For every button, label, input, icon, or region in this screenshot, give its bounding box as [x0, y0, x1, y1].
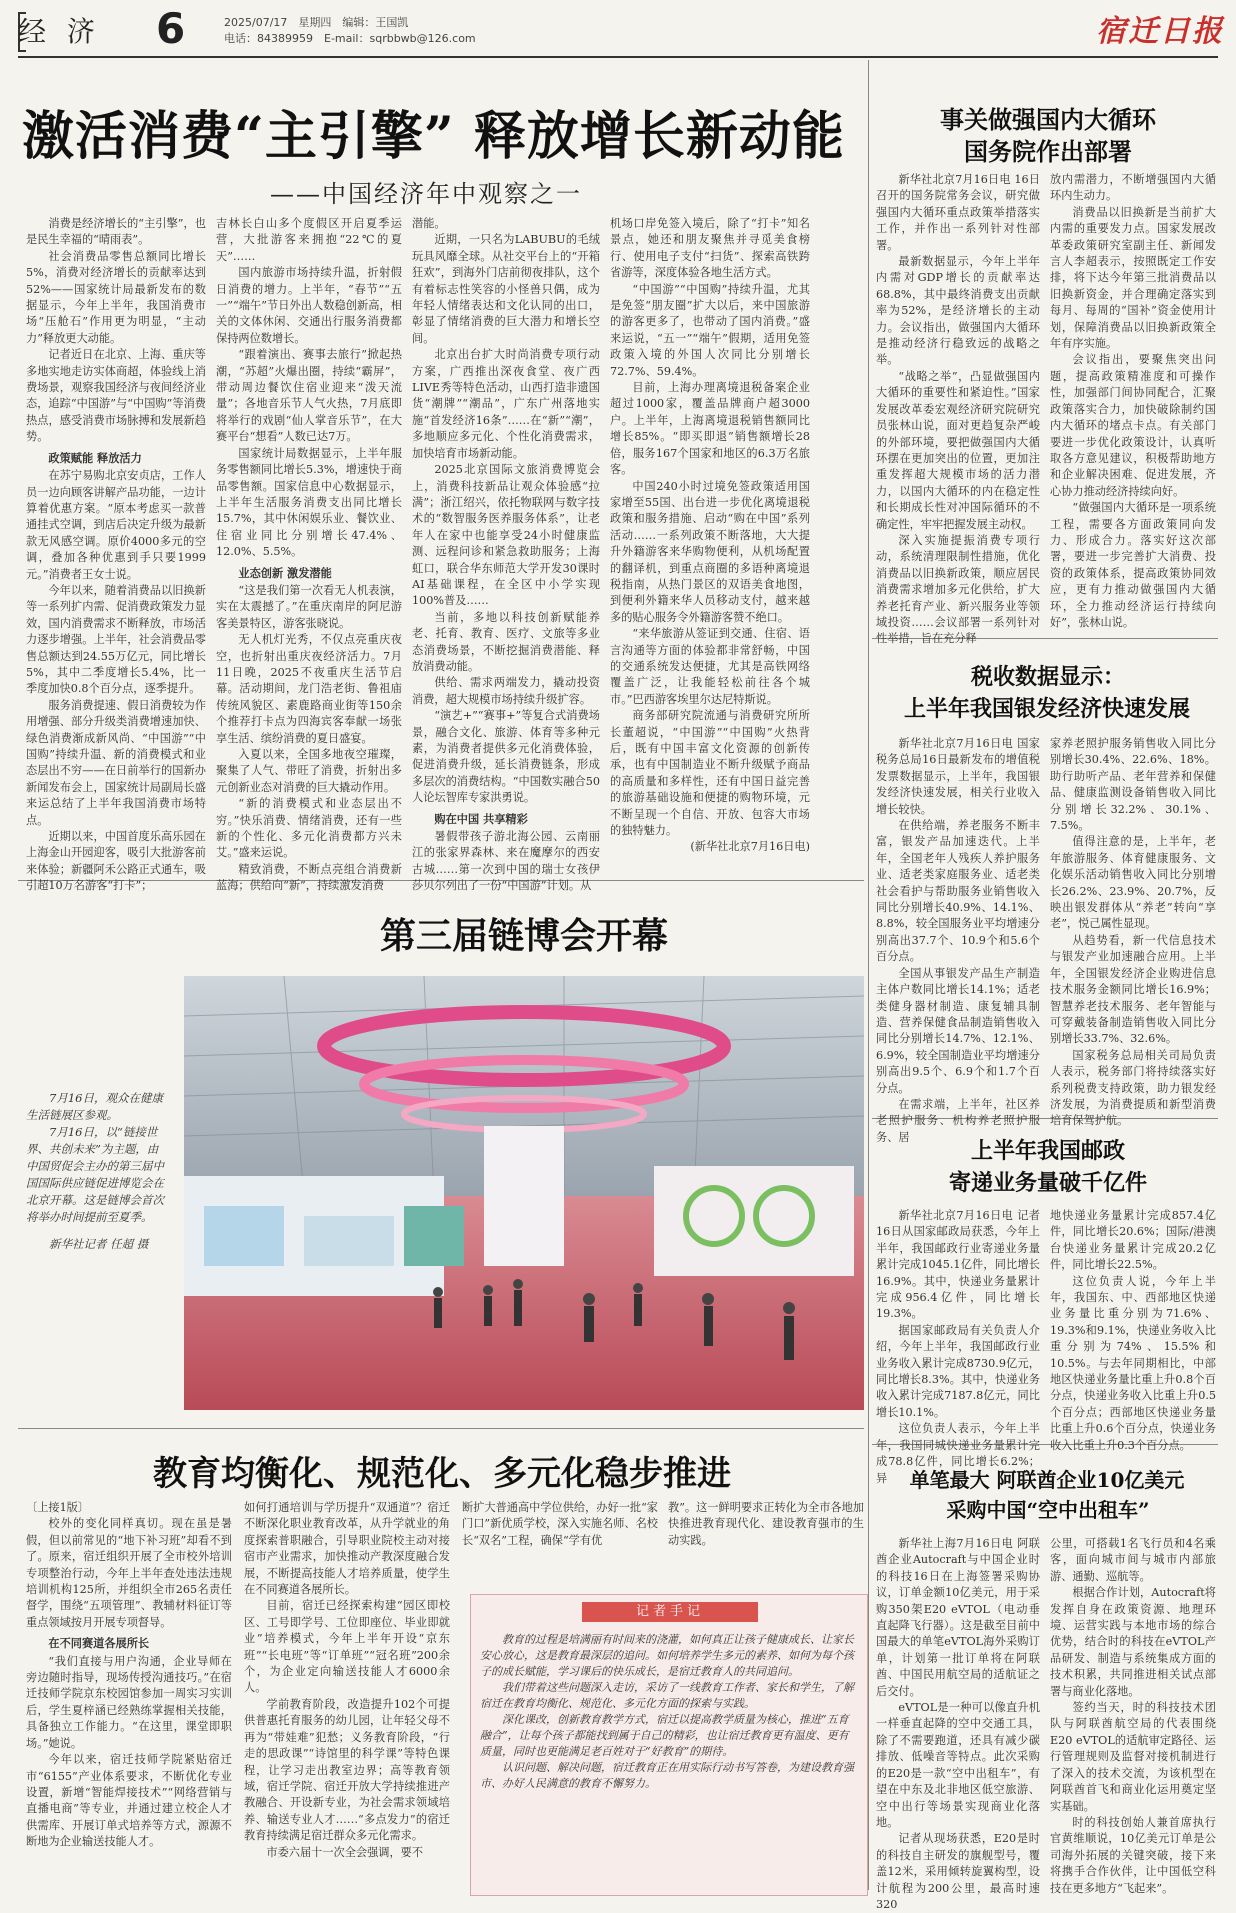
paragraph: 记者从现场获悉，E20是时的科技自主研发的旗舰型号，覆盖12米，采用倾转旋翼构型，设计航程为200公里，最高时速320	[876, 1832, 1040, 1911]
paragraph: (新华社北京7月16日电)	[690, 840, 810, 854]
expo-headline: 第三届链博会开幕	[379, 915, 668, 957]
paragraph: 断扩大普通高中学位供给，办好一批“家门口”新优质学校，深入实施名师、名校长“双名”工程，确保“学有优	[462, 1501, 658, 1547]
date-line: 2025/07/17 星期四 编辑：王国凯	[224, 16, 409, 29]
postal-col-2	[1050, 1208, 1216, 1452]
paragraph: 值得注意的是，上半年，老年旅游服务、体育健康服务、文化娱乐活动销售收入同比分别增长26.2%、23.9%、20.7%，反映出银发群体从“养老”转向“享老”，悦己属性显现。	[1050, 835, 1216, 931]
paragraph: “新的消费模式和业态层出不穷。”快乐消费、情绪消费，还有一些新的个性化、多元化消费都方兴未艾。”盛来运说。	[216, 797, 402, 860]
expo-hall-photo	[184, 976, 864, 1410]
masthead-rule	[18, 56, 1218, 58]
caption-line: 7月16日，观众在健康生活链展区参观。	[26, 1091, 163, 1122]
state-council-col-1	[876, 172, 1040, 646]
paragraph: “我们直接与用户沟通，企业导师在旁边随时指导，现场传授沟通技巧。”在宿迁技师学院京东校园馆参加一周实习实训后，学生夏梓涵已经熟练掌握相关技能，具备独立工作能力。“在这里，课堂即职场。”她说。	[26, 1654, 232, 1750]
education-headline: 教育均衡化、规范化、多元化稳步推进	[153, 1454, 731, 1494]
paragraph: 潜能。	[412, 217, 446, 230]
paragraph: 公里，可搭载1名飞行员和4名乘客，面向城市间与城市内部旅游、通勤、巡航等。	[1050, 1537, 1216, 1583]
education-col-4	[668, 1500, 864, 1590]
section-divider	[18, 1428, 864, 1429]
lead-headline: 激活消费“主引擎” 释放增长新动能	[22, 106, 845, 167]
paragraph: 北京出台扩大时尚消费专项行动方案，广西推出深夜食堂、夜广西LIVE秀等特色活动，山西打造非遗国货“潮牌”“潮品”，广东广州落地实施“首发经济16条”……在“新”“潮”，多地顺应多元化、个性化消费需求，加快培育市场新动能。	[412, 348, 600, 460]
paragraph: “跟着演出、赛事去旅行”掀起热潮，“苏超”火爆出圈，持续“霸屏”，带动周边餐饮住宿业迎来“泼天流量”；各地音乐节人气火热，7月底即将举行的戏剧“仙人掌音乐节”，在大赛平台“想看”人数已达7万。	[216, 348, 402, 444]
tax-headline-1: 税收数据显示：	[970, 664, 1125, 690]
reporter-note-paragraph: 我们带着这些问题深入走访，采访了一线教育工作者、家长和学生，了解宿迁在教育均衡化、规范化、多元化方面的探索与实践。	[480, 1681, 854, 1710]
state-council-col-2	[1050, 172, 1216, 628]
postal-col-1	[876, 1208, 1040, 1485]
paragraph: 记者近日在北京、上海、重庆等多地实地走访实体商超，体验线上消费场景，观察我国经济与夜间经济业态，追踪“中国游”与“中国购”等消费热点，感受消费市场脉搏和发展新趋势。	[26, 348, 206, 444]
paragraph: 供给、需求两端发力，撬动投资消费，超大规模市场持续升级扩容。	[412, 676, 600, 706]
lead-body-col-3	[412, 216, 600, 893]
paragraph: 社会消费品零售总额同比增长5%，消费对经济增长的贡献率达到52%——国家统计局最新发布的数据显示，今年上半年，我国消费市场“压舱石”作用更为明显，“主动力”释放更大动能。	[26, 249, 206, 345]
paragraph: 新华社上海7月16日电 阿联酋企业Autocraft与中国企业时的科技16日在上海签署采购协议，订单金额10亿美元，用于采购350架E20 eVTOL（电动垂直起降飞行器）。这是截至目前中国最大的单笔eVTOL海外采购订单，计划第一批订单将在阿联酋、中国民用航空局的适航证之后交付。	[876, 1537, 1040, 1698]
paragraph: 近期以来，中国首度乐高乐园在上海金山开园迎客，吸引大批游客前来体验；新疆阿禾公路正式通车，吸引超10万名游客“打卡”；	[26, 830, 206, 893]
paragraph: 今年以来，随着消费品以旧换新等一系列扩内需、促消费政策发力显效，国内消费需求不断释放，市场活力逐步增强。上半年，社会消费品零售总额达到24.55万亿元，同比增长5%，其中二季度增长5.4%，比一季度加快0.8个百分点，逐季提升。	[26, 583, 206, 696]
education-col-3	[462, 1500, 658, 1590]
contact-line: 电话：84389959 E-mail：sqrbbwb@126.com	[224, 32, 476, 45]
paragraph: 〔上接1版〕	[26, 1501, 90, 1514]
tax-col-1	[876, 736, 1040, 1144]
paragraph: 新华社北京7月16日电 16日召开的国务院常务会议，研究做强国内大循环重点政策举措落实工作，并作出一系列针对性部署。	[876, 173, 1040, 252]
paragraph: 当前，多地以科技创新赋能养老、托育、教育、医疗、文旅等多业态消费场景，不断挖掘消费潜能、释放消费动能。	[412, 610, 600, 673]
tax-headline-2: 上半年我国银发经济快速发展	[903, 696, 1190, 722]
paragraph: 无人机灯光秀，不仅点亮重庆夜空，也折射出重庆夜经济活力。7月11日晚，2025不夜重庆生活节启幕。活动期间，龙门浩老街、鲁祖庙传统风貌区、素鹿路商业街等150余个推荐打卡点为四海宾客奉献一场张享生活、缤纷消费的夏日盛宴。	[216, 633, 402, 745]
paragraph: 入夏以来，全国多地夜空璀璨，聚集了人气、带旺了消费，折射出多元创新业态对消费的巨大撬动作用。	[216, 748, 402, 794]
caption-credit: 新华社记者 任超 摄	[49, 1237, 149, 1251]
paragraph: 目前，宿迁已经探索构建“园区即校区、工号即学号、工位即座位、毕业即就业”培养模式，今年上半年开设“京东班”“长电班”等“订单班”“冠名班”200余个，为企业定向输送技能人才6000余人。	[244, 1599, 450, 1695]
paragraph: “演艺+”“赛事+”等复合式消费场景，融合文化、旅游、体育等多种元素，为消费者提供多元化消费体验，促进消费升级，延长消费链条，形成多层次的消费结构。“中国数实融合50人论坛智库专家洪勇说。	[412, 709, 600, 805]
lead-body-col-4	[610, 216, 810, 866]
paragraph: 校外的变化同样真切。现在虽是暑假，但以前常见的“地下补习班”却看不到了。原来，宿迁组织开展了全市校外培训专项整治行动，今年上半年查处违法违规培训机构125所，并组织全市265名责任督学，围绕“五项管理”、教辅材料征订等重点领域按月开展专项督导。	[26, 1517, 232, 1629]
paragraph: 据国家邮政局有关负责人介绍，今年上半年，我国邮政行业业务收入累计完成8730.9亿元，同比增长8.3%。其中，快递业务收入累计完成7187.8亿元，同比增长10.1%。	[876, 1323, 1040, 1419]
paragraph: “来华旅游从签证到交通、住宿、语言沟通等方面的体验都非常舒畅，中国的交通系统发达便捷，尤其是高铁网络覆盖广泛，让我能轻松前往各个城市。”巴西游客埃里尔达尼特斯说。	[610, 627, 810, 706]
column-divider	[868, 60, 869, 1890]
section-name: 经 济	[18, 15, 101, 48]
paragraph: 今年以来，宿迁技师学院紧贴宿迁市“6155”产业体系要求，不断优化专业设置，新增“智能焊接技术”“网络营销与直播电商”等专业，并通过建立校企人才供需库、开展订单式培养等方式，源源不断地为企业输送技能人才。	[26, 1753, 232, 1849]
paragraph: 在供给端，养老服务不断丰富，银发产品加速迭代。上半年，全国老年人残疾人养护服务业、适老类家庭服务业、适老类社会看护与帮助服务业销售收入同比分别增长40.9%、14.1%、8.8%，较全国服务业平均增速分别高出37.7个、10.9个和5.6个百分点。	[876, 819, 1040, 964]
evtol-headline-1: 单笔最大 阿联酋企业10亿美元	[909, 1468, 1185, 1492]
paragraph: 学前教育阶段，改造提升102个可提供普惠托育服务的幼儿园，让年轻父母不再为“带娃难”犯愁；义务教育阶段，“行走的思政课”“诗馆里的科学课”等特色课程，让学习走出教室边界；高等教育领域，宿迁学院、宿迁开放大学持续推进产教融合、开设新专业，为社会需求领域培养、输送专业人才……“多点发力”的宿迁教育持续满足宿迁群众多元化需求。	[244, 1697, 450, 1843]
paragraph: 全国从事银发产品生产制造主体户数同比增长14.1%；适老类健身器材制造、康复辅具制造、营养保健食品制造销售收入同比分别增长14.7%、12.1%、6.9%，较全国制造业平均增速分别高出9.5个、6.9个和1.7个百分点。	[876, 966, 1040, 1095]
paragraph: 市委六届十一次全会强调，要不	[266, 1845, 424, 1859]
masthead	[18, 8, 1218, 56]
paragraph: “这是我们第一次看无人机表演，实在太震撼了。”在重庆南岸的阿尼游客美景特区，游客张晓说。	[216, 583, 402, 630]
paragraph: 深入实施提振消费专项行动，系统清理限制性措施，优化消费品以旧换新政策，顺应居民消费需求增加多元化供给，扩大养老托育产业、新兴服务业等领域投资……会议部署一系列针对性举措，旨在充分释	[876, 533, 1040, 646]
paragraph: 放内需潜力，不断增强国内大循环内生动力。	[1050, 173, 1216, 203]
paragraph: 国内旅游市场持续升温，折射假日消费的增力。上半年，“春节”“五一”“端午”节日外出人数稳创新高，相关的文体休闲、交通出行服务消费都保持两位数增长。	[216, 266, 402, 345]
subheading: 政策赋能 释放活力	[48, 450, 142, 465]
subheading: 业态创新 激发潜能	[238, 565, 332, 580]
paragraph: 会议指出，要聚焦突出问题，提高政策精准度和可操作性，加强部门间协同配合，汇聚政策落实合力，加快破除制约国内大循环的堵点卡点。有关部门要进一步优化政策设计，认真听取各方意见建议，积极帮助地方和企业解决困难、促进发展，齐心协力推动经济持续向好。	[1050, 353, 1216, 498]
paragraph: 近期，一只名为LABUBU的毛绒玩具风靡全球。从社交平台上的“开箱狂欢”，到海外门店前彻夜排队，这个有着标志性笑容的小怪兽只偶，成为年轻人情绪表达和文化认同的出口，彰显了情绪消费的巨大潜力和增长空间。	[412, 233, 600, 345]
paragraph: 这位负责人说，今年上半年，我国东、中、西部地区快递业务量比重分别为71.6%、19.3%和9.1%，快递业务收入比重分别为74%、15.5%和10.5%。与去年同期相比，中部地区快递业务量比重上升0.8个百分点，快递业务收入比重上升0.5个百分点；西部地区快递业务量比重上升0.6个百分点，快递业务收入比重上升0.3个百分点。	[1050, 1274, 1216, 1452]
paragraph: 如何打通培训与学历提升“双通道”？宿迁不断深化职业教育改革，从升学就业的角度探索普职融合，引导职业院校主动对接宿市产业需求，加快推动产教深度融合发展，不断提高技能人才培养质量，使学生在不同赛道各展所长。	[244, 1501, 450, 1597]
evtol-col-1	[876, 1536, 1040, 1911]
education-col-1	[26, 1500, 232, 1890]
paragraph: 根据合作计划，Autocraft将发挥自身在政策资源、地理环境、运营实践与本地市场的综合优势，结合时的科技在eVTOL产品研发、制造与系统集成方面的技术积累，共同推进相关试点部署与商业化落地。	[1050, 1586, 1216, 1698]
paragraph: 目前，上海办理离境退税备案企业超过1000家，覆盖品牌商户超3000户。上半年，上海离境退税销售额同比增长85%。“即买即退”销售额增长28倍，服务167个国家和地区的6.3万名旅客。	[610, 381, 810, 477]
paragraph: 服务消费提速、假日消费较为作用增强、部分升级类消费增速加快、绿色消费渐成新风尚、“中国游”“中国购”持续升温、新的消费模式和业态层出不穷——在日前举行的国新办新闻发布会上，国家统计局副局长盛来运总结了上半年我国消费市场特点。	[26, 698, 206, 827]
paragraph: 消费是经济增长的“主引擎”，也是民生幸福的“晴雨表”。	[26, 217, 206, 247]
paragraph: 新华社北京7月16日电 记者16日从国家邮政局获悉，今年上半年，我国邮政行业寄递业务量累计完成1045.1亿件，同比增长16.9%。其中，快递业务量累计完成956.4亿件，同比增长19.3%。	[876, 1209, 1040, 1321]
reporter-note-body	[480, 1632, 858, 1890]
paragraph: 家养老照护服务销售收入同比分别增长30.4%、22.6%、18%。助行助听产品、老年营养和保健品、健康监测设备销售收入同比分别增长32.2%、30.1%、7.5%。	[1050, 737, 1216, 833]
paragraph: 从趋势看，新一代信息技术与银发产业加速融合应用。上半年，全国银发经济企业购进信息技术服务金额同比增长16.9%；智慧养老技术服务、老年智能与可穿戴装备制造销售收入同比分别增长33.7%、32.6%。	[1050, 933, 1216, 1046]
paragraph: 教”。这一鲜明要求正转化为全市各地加快推进教育现代化、建设教育强市的生动实践。	[668, 1501, 864, 1547]
paper-name-logo: 宿迁日报	[1096, 14, 1224, 49]
paragraph: 最新数据显示，今年上半年内需对GDP增长的贡献率达68.8%，其中最终消费支出贡献率为52%，是经济增长的主动力。会议指出，做强国内大循环是推动经济行稳致远的战略之举。	[876, 255, 1040, 367]
evtol-headline-2: 采购中国“空中出租车”	[946, 1498, 1150, 1522]
paragraph: 国家税务总局相关司局负责人表示，税务部门将持续落实好系列税费支持政策，助力银发经济发展，为消费提质和新型消费培育保驾护航。	[1050, 1048, 1216, 1128]
paragraph: 这位负责人表示，今年上半年，我国同城快递业务量累计完成78.8亿件，同比增长6.2%；异	[876, 1422, 1040, 1485]
reporter-note-paragraph: 认识问题、解决问题，宿迁教育正在用实际行动书写答卷，为建设教育强市、办好人民满意的教育不懈努力。	[480, 1761, 854, 1790]
paragraph: 中国240小时过境免签政策适用国家增至55国、出台进一步优化离境退税政策和服务措施、启动“购在中国”系列活动……一系列政策不断落地，大大提升外籍游客来华购物便利，从机场配置的翻译机，到重点商圈的多语种离境退税指南，从热门景区的双语美食地图，到便利外籍来华人员移动支付，越来越多的贴心服务令外籍游客赞不绝口。	[610, 479, 810, 624]
subheading: 购在中国 共享精彩	[434, 811, 528, 826]
paragraph: 2025北京国际文旅消费博览会上，消费科技新品让观众体验感“拉满”；浙江绍兴，依托物联网与数字技术的“数智服务医养服务体系”，让老年人在家中也能享受24小时健康监测、远程问诊和紧急救助服务；上海虹口，联合华东师范大学开发30课时AI基础课程，在全区中小学实现100%普及……	[412, 463, 600, 608]
reporter-note-tag: 记者手记	[582, 1602, 758, 1622]
paragraph: 签约当天，时的科技技术团队与阿联酋航空局的代表围绕E20 eVTOL的适航审定路径、运行管理规则及监督对接机制进行了深入的技术交流，为该机型在阿联酋首飞和商业化运用奠定坚实基础。	[1050, 1701, 1216, 1813]
state-council-headline-2: 国务院作出部署	[964, 137, 1132, 166]
tax-col-2	[1050, 736, 1216, 1128]
reporter-note-paragraph: 深化课改，创新教育教学方式，宿迁以提高教学质量为核心，推进“五育融合”，让每个孩子都能找到属于自己的精彩，也让宿迁教育更有温度、更有质量，同时也更能满足老百姓对于“好教育”的期待。	[480, 1713, 849, 1758]
paragraph: eVTOL是一种可以像直升机一样垂直起降的空中交通工具，除了不需要跑道，还具有减少碳排放、低噪音等特点。此次采购的E20是一款“空中出租车”，有望在中东及北非地区低空旅游、空中出行等场景实现商业化落地。	[876, 1701, 1040, 1829]
paragraph: “中国游”“中国购”持续升温，尤其是免签“朋友圈”扩大以后，来中国旅游的游客更多了，也带动了国内消费。”盛来运说，“五一”“端午”假期，适用免签政策入境的外国人次同比分别增长72.7%、59.4%。	[610, 282, 810, 378]
subheading: 在不同赛道各展所长	[48, 1636, 150, 1651]
paragraph: 在苏宁易购北京安贞店，工作人员一边向顾客讲解产品功能，一边计算着优惠方案。“原本考虑买一款普通挂式空调，到店后决定升级为最新款无风感空调。原价4000多元的空调，叠加各种优惠到手只要1999元。”消费者王女士说。	[26, 469, 206, 581]
lead-body-col-1	[26, 216, 206, 893]
expo-photo-caption	[26, 1090, 168, 1253]
expo-hall-photo-illustration	[184, 976, 864, 1410]
paragraph: 精致消费，不断点亮组合消费新蓝海；供给向“新”，持续激发消费	[216, 862, 402, 893]
education-col-2	[244, 1500, 450, 1890]
paragraph: “做强国内大循环是一项系统工程，需要各方面政策同向发力、形成合力。落实好这次部署，要进一步完善扩大消费、投资的政策体系，提高政策协同效应，更有力推动做强国内大循环，全力推动经济运行持续向好”，张林山说。	[1050, 501, 1216, 629]
paragraph: 吉林长白山多个度假区开启夏季运营，大批游客来拥抱“22℃的夏天”……	[216, 217, 402, 263]
lead-subheadline: ——中国经济年中观察之一	[270, 180, 582, 208]
state-council-headline-1: 事关做强国内大循环	[940, 105, 1156, 134]
evtol-col-2	[1050, 1536, 1216, 1895]
paragraph: 在需求端，上半年，社区养老照护服务、机构养老照护服务、居	[876, 1097, 1040, 1144]
paragraph: “战略之举”，凸显做强国内大循环的重要性和紧迫性。”国家发展改革委宏观经济研究院研究员张林山说，面对更趋复杂严峻的外部环境，要把做强国内大循环摆在更加突出的位置，更加注重发挥超大规模市场的活力潜力，以国内大循环的内在稳定性和长期成长性对冲国际循环的不确定性，牢牢把握发展主动权。	[876, 369, 1040, 531]
postal-headline-1: 上半年我国邮政	[970, 1138, 1125, 1164]
postal-headline-2: 寄递业务量破千亿件	[948, 1170, 1147, 1196]
paragraph: 新华社北京7月16日电 国家税务总局16日最新发布的增值税发票数据显示，上半年，我国银发经济快速发展，相关行业收入增长较快。	[876, 737, 1040, 816]
paragraph: 消费品以旧换新是当前扩大内需的重要发力点。国家发展改革委政策研究室副主任、新闻发言人李超表示，按照既定工作安排，将下达今年第三批消费品以旧换新资金，并合理确定落实到每月、每周的“国补”资金使用计划，保障消费品以旧换新政策全年有序实施。	[1050, 205, 1216, 351]
page-number: 6	[156, 4, 186, 53]
paragraph: 时的科技创始人兼首席执行官黄维顺说，10亿美元订单是公司海外拓展的关键突破，接下来将携手合作伙伴，让中国低空科技在更多地方“飞起来”。	[1050, 1815, 1216, 1895]
paragraph: 机场口岸免签入境后，除了“打卡”知名景点，她还和朋友聚焦并寻觅美食榜行、使用电子支付“扫货”、探索高铁跨省游等，深度体验各地生活方式。	[610, 217, 810, 280]
paragraph: 国家统计局数据显示，上半年服务零售额同比增长5.3%，增速快于商品零售额。国家信息中心数据显示，上半年生活服务消费支出同比增长15.7%，其中休闲娱乐业、餐饮业、住宿业同比分别增长47.4%、12.0%、5.5%。	[216, 446, 402, 559]
lead-body-col-2	[216, 216, 402, 893]
reporter-note-paragraph: 教育的过程是培满丽有时间来的浇灌，如何真正让孩子健康成长、让家长安心放心，这是教育最深层的追问。如何培养学生多元的素养、如何为每个孩子的成长赋能，学习课后的快乐成长，是宿迁教育人的共同追问。	[480, 1633, 854, 1678]
paragraph: 暑假带孩子游北海公园、云南丽江的张家界森林、来在魔摩尔的西安古城……第一次到中国的瑞士女孩伊莎贝尔列出了一份“中国游”计划。从	[412, 830, 600, 893]
paragraph: 地快递业务量累计完成857.4亿件，同比增长20.6%；国际/港澳台快递业务量累计完成20.2亿件，同比增长22.5%。	[1050, 1209, 1216, 1272]
paragraph: 商务部研究院流通与消费研究所所长董超说，“中国游”“中国购”火热背后，既有中国丰富文化资源的创新传承，也有中国制造业不断升级赋予商品的高质量和多样性，还有中国日益完善的旅游基础设施和便捷的购物环境，元不断呈现一个自信、开放、包容大市场的独特魅力。	[610, 709, 810, 838]
caption-line: 7月16日，以“链接世界、共创未来”为主题，由中国贸促会主办的第三届中国国际供应链促进博览会在北京开幕。这是链博会首次将举办时间提前至夏季。	[26, 1125, 164, 1224]
